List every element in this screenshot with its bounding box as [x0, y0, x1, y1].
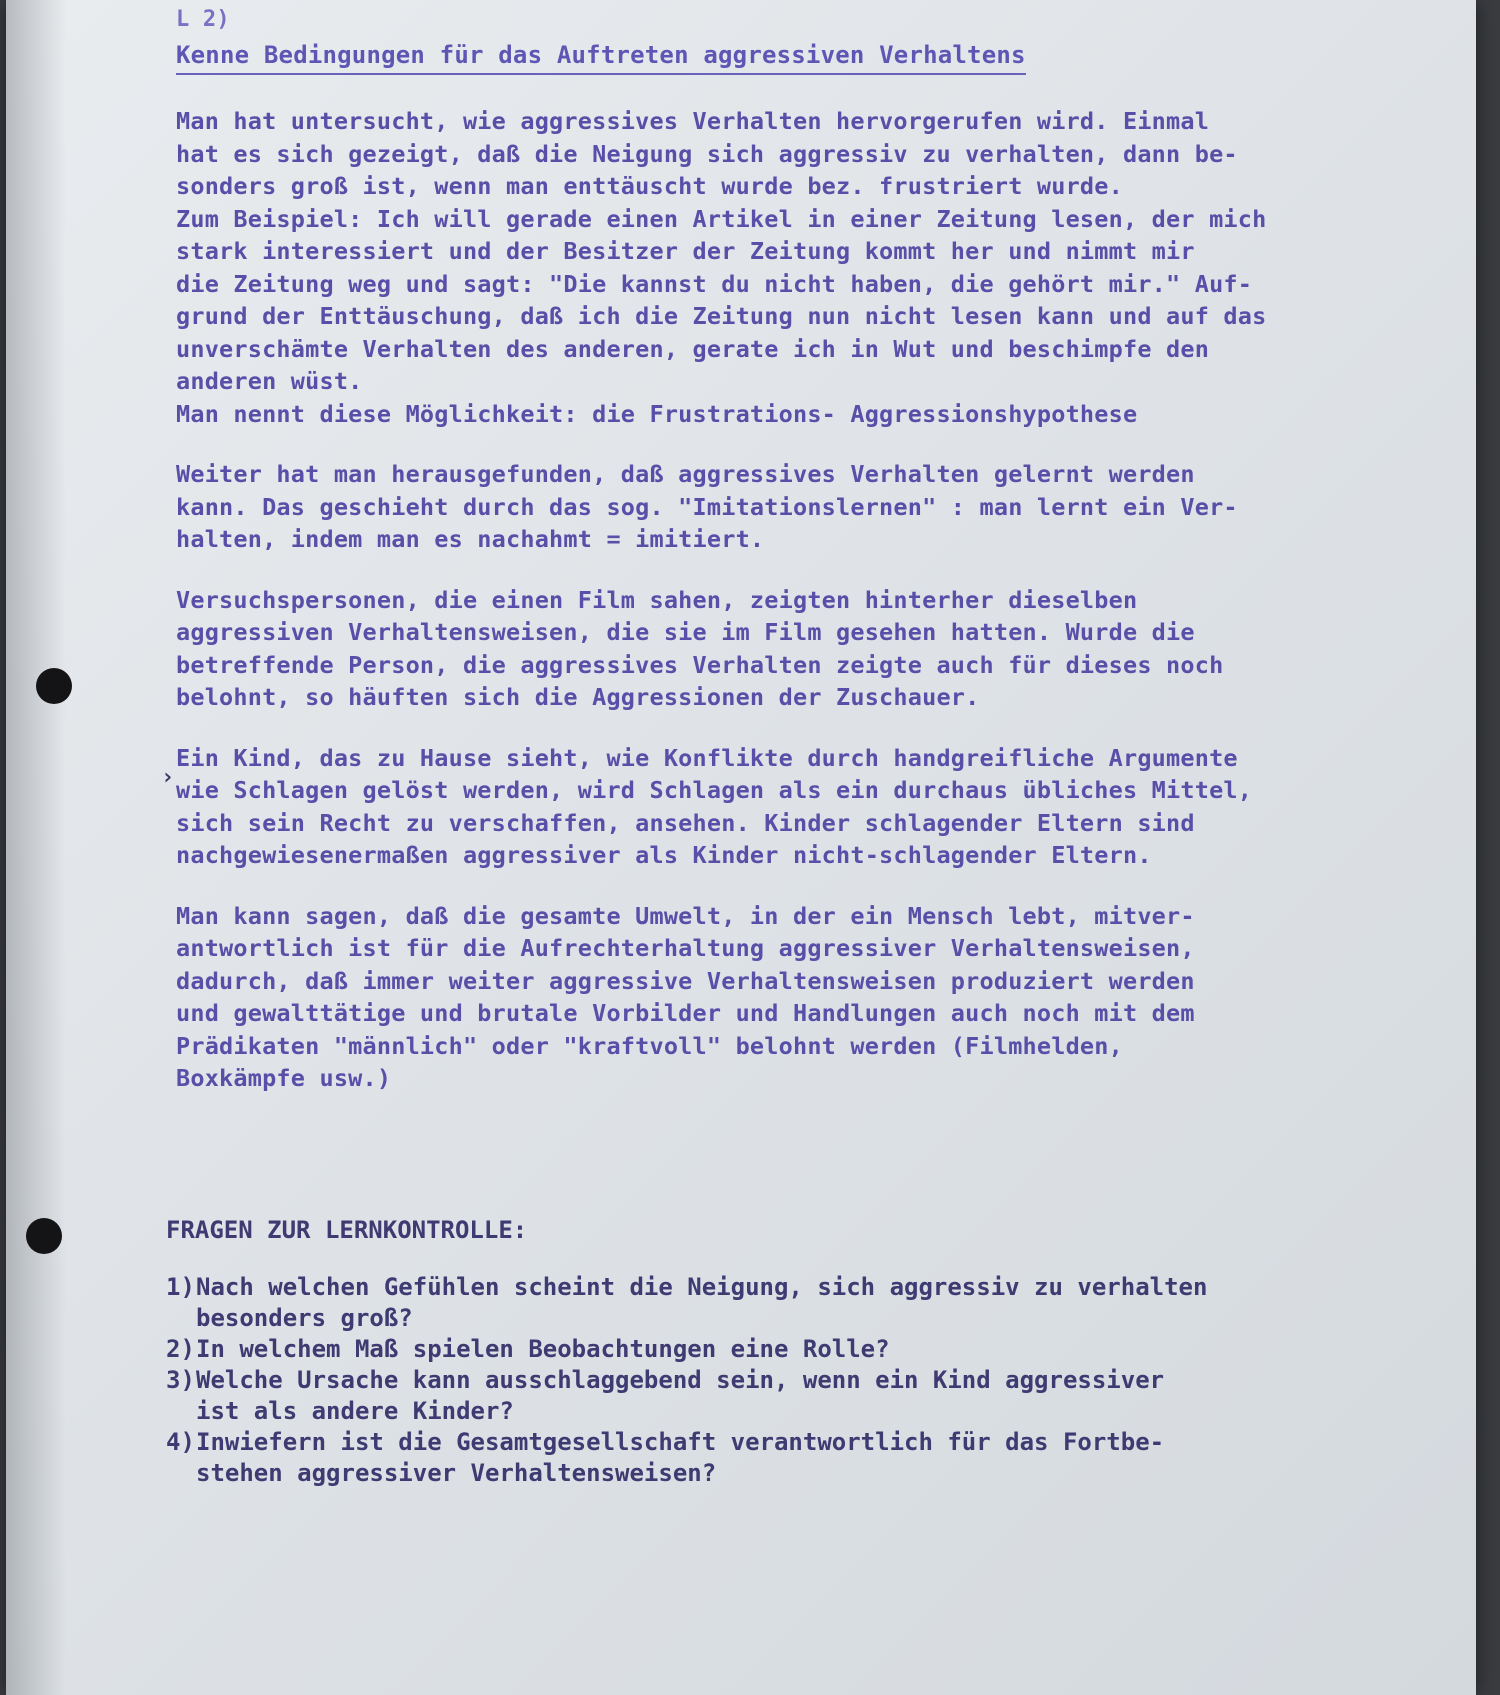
- text-line: Prädikaten "männlich" oder "kraftvoll" belohnt werden (Filmhelden,: [176, 1031, 1123, 1060]
- page-shadow: [6, 0, 66, 1695]
- text-line: Boxkämpfe usw.): [176, 1064, 392, 1092]
- question-number: 4): [166, 1428, 195, 1456]
- document-heading: Kenne Bedingungen für das Auftreten aggressiven Verhaltens: [176, 39, 1026, 76]
- margin-mark: ›: [161, 765, 175, 790]
- paragraph: [176, 105, 1356, 430]
- question-line: Inwiefern ist die Gesamtgesellschaft verantwortlich für das Fortbe-: [196, 1428, 1165, 1456]
- document-body: [176, 0, 1356, 1123]
- question-number: 3): [166, 1366, 195, 1394]
- questions-title: FRAGEN ZUR LERNKONTROLLE:: [166, 1216, 528, 1244]
- text-line: Weiter hat man herausgefunden, daß aggressives Verhalten gelernt werden: [176, 460, 1195, 488]
- text-line: antwortlich ist für die Aufrechterhaltung aggressiver Verhaltensweisen,: [176, 934, 1195, 962]
- text-line: Zum Beispiel: Ich will gerade einen Artikel in einer Zeitung lesen, der mich: [176, 204, 1267, 233]
- question-text: [196, 1272, 1366, 1334]
- paragraph: [176, 458, 1356, 556]
- question-text: [196, 1427, 1366, 1489]
- text-line: kann. Das geschieht durch das sog. "Imitationslernen" : man lernt ein Ver-: [176, 492, 1238, 521]
- question-item: [166, 1365, 1366, 1427]
- text-line: hat es sich gezeigt, daß die Neigung sich aggressiv zu verhalten, dann be-: [176, 139, 1238, 168]
- text-line: Man hat untersucht, wie aggressives Verhalten hervorgerufen wird. Einmal: [176, 107, 1210, 135]
- text-line: stark interessiert und der Besitzer der Zeitung kommt her und nimmt mir: [176, 237, 1195, 265]
- document-page: [6, 0, 1476, 1695]
- text-line: sich sein Recht zu verschaffen, ansehen. Kinder schlagender Eltern sind: [176, 808, 1195, 837]
- question-line: ist als andere Kinder?: [196, 1397, 514, 1425]
- question-line: Nach welchen Gefühlen scheint die Neigung, sich aggressiv zu verhalten: [196, 1273, 1208, 1301]
- paragraph: [176, 584, 1356, 714]
- punch-hole: [26, 1218, 62, 1254]
- question-item: [166, 1427, 1366, 1489]
- text-line: dadurch, daß immer weiter aggressive Verhaltensweisen produziert werden: [176, 966, 1195, 995]
- text-line: Ein Kind, das zu Hause sieht, wie Konflikte durch handgreifliche Argumente: [176, 743, 1238, 772]
- text-line: aggressiven Verhaltensweisen, die sie im Film gesehen hatten. Wurde die: [176, 618, 1195, 646]
- question-item: [166, 1272, 1366, 1334]
- text-line: und gewalttätige und brutale Vorbilder und Handlungen auch noch mit dem: [176, 999, 1195, 1027]
- question-line: In welchem Maß spielen Beobachtungen eine Rolle?: [196, 1335, 890, 1363]
- text-line: anderen wüst.: [176, 367, 363, 395]
- text-line: sonders groß ist, wenn man enttäuscht wurde bez. frustriert wurde.: [176, 172, 1123, 200]
- text-line: nachgewiesenermaßen aggressiver als Kinder nicht-schlagender Eltern.: [176, 841, 1152, 869]
- text-line: halten, indem man es nachahmt = imitiert.: [176, 525, 765, 553]
- paragraph: [176, 742, 1356, 872]
- text-line: Man kann sagen, daß die gesamte Umwelt, in der ein Mensch lebt, mitver-: [176, 901, 1195, 930]
- punch-hole: [36, 668, 72, 704]
- section-reference: L 2): [176, 7, 230, 32]
- question-number: 1): [166, 1273, 195, 1301]
- question-item: [166, 1334, 1366, 1365]
- text-line: betreffende Person, die aggressives Verhalten zeigte auch für dieses noch: [176, 650, 1224, 679]
- question-line: besonders groß?: [196, 1304, 413, 1332]
- question-line: stehen aggressiver Verhaltensweisen?: [196, 1459, 717, 1487]
- questions-section: [166, 1215, 1366, 1489]
- question-text: [196, 1334, 1366, 1365]
- text-line: belohnt, so häuften sich die Aggressionen der Zuschauer.: [176, 683, 980, 711]
- questions-list: [166, 1272, 1366, 1489]
- text-line: Versuchspersonen, die einen Film sahen, zeigten hinterher dieselben: [176, 585, 1138, 614]
- question-number: 2): [166, 1335, 195, 1363]
- paragraph: [176, 900, 1356, 1095]
- question-line: Welche Ursache kann ausschlaggebend sein, wenn ein Kind aggressiver: [196, 1366, 1165, 1394]
- text-line: die Zeitung weg und sagt: "Die kannst du nicht haben, die gehört mir." Auf-: [176, 269, 1253, 298]
- question-text: [196, 1365, 1366, 1427]
- text-line: Man nennt diese Möglichkeit: die Frustrations- Aggressionshypothese: [176, 399, 1138, 428]
- text-line: wie Schlagen gelöst werden, wird Schlagen als ein durchaus übliches Mittel,: [176, 776, 1253, 804]
- text-line: unverschämte Verhalten des anderen, gerate ich in Wut und beschimpfe den: [176, 334, 1210, 363]
- paragraphs: [176, 105, 1356, 1095]
- text-line: grund der Enttäuschung, daß ich die Zeitung nun nicht lesen kann und auf das: [176, 302, 1267, 330]
